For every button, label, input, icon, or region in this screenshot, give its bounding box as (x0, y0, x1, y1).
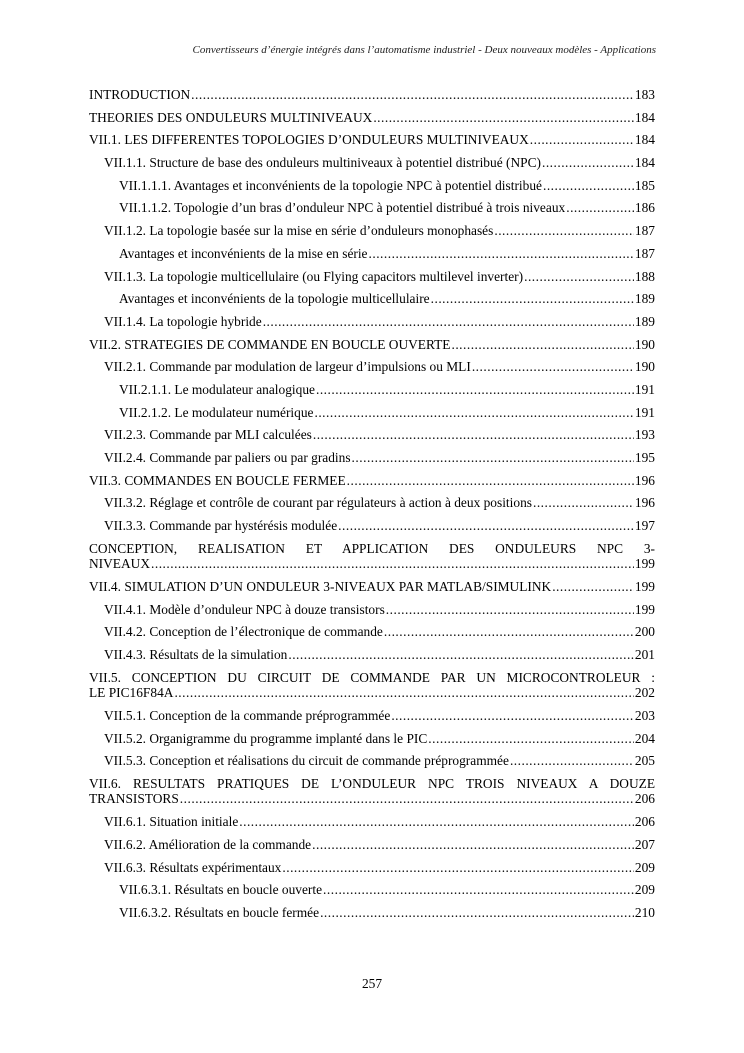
toc-entry-title-line2: TRANSISTORS (89, 791, 179, 807)
toc-entry[interactable] (89, 178, 655, 194)
dot-leader (263, 314, 634, 330)
toc-entry[interactable] (89, 87, 655, 103)
toc-entry-page: 207 (634, 836, 655, 852)
dot-leader (494, 223, 634, 239)
toc-entry[interactable] (89, 670, 655, 701)
dot-leader (180, 791, 634, 807)
toc-entry[interactable] (89, 905, 655, 921)
toc-entry-title-line1: VII.6. RESULTATS PRATIQUES DE L’ONDULEUR NPC TROIS NIVEAUX A DOUZE (89, 775, 655, 791)
toc-entry[interactable] (89, 602, 655, 618)
toc-entry-page: 183 (634, 87, 655, 102)
toc-entry-page: 187 (634, 223, 655, 239)
dot-leader (542, 155, 634, 171)
toc-entry-title: VII.6.3.2. Résultats en boucle fermée (119, 904, 320, 920)
dot-leader (552, 579, 634, 595)
toc-entry[interactable] (89, 814, 655, 830)
toc-entry-title: VII.6.3.1. Résultats en boucle ouverte (119, 882, 323, 898)
toc-entry-title: VII.2.1. Commande par modulation de largeur d’impulsions ou MLI (104, 359, 471, 375)
toc-entry[interactable] (89, 291, 655, 307)
toc-entry-page: 190 (634, 359, 655, 375)
dot-leader (347, 473, 634, 489)
dot-leader (313, 427, 634, 443)
toc-entry-title: VII.6.3. Résultats expérimentaux (104, 859, 282, 875)
toc-entry-title: VII.5.1. Conception de la commande préprogrammée (104, 707, 391, 723)
toc-entry[interactable] (89, 223, 655, 239)
toc-entry-title: VII.5.3. Conception et réalisations du circuit de commande préprogrammée (104, 753, 509, 769)
toc-entry-title: VII.2.1.1. Le modulateur analogique (119, 381, 315, 397)
toc-entry-title: Avantages et inconvénients de la topologie multicellulaire (119, 291, 430, 307)
toc-entry-page: 205 (634, 753, 655, 769)
toc-entry-page: 199 (634, 578, 655, 594)
toc-entry-page: 189 (634, 313, 655, 329)
toc-entry[interactable] (89, 473, 655, 489)
toc-entry-title: VII.1.1.2. Topologie d’un bras d’onduleur NPC à potentiel distribué à trois niveaux (119, 200, 566, 216)
toc-entry[interactable] (89, 359, 655, 375)
dot-leader (543, 178, 634, 194)
toc-entry-title: VII.5.2. Organigramme du programme implanté dans le PIC (104, 730, 428, 746)
toc-entry-title: VII.3.3. Commande par hystérésis modulée (104, 518, 338, 534)
toc-entry-title: VII.1.4. La topologie hybride (104, 313, 262, 329)
dot-leader (451, 337, 633, 353)
toc-entry-page: 187 (634, 245, 655, 261)
toc-entry-page: 209 (634, 859, 655, 875)
toc-entry-page: 193 (634, 427, 655, 443)
table-of-contents (89, 87, 655, 928)
dot-leader (320, 905, 634, 921)
toc-entry[interactable] (89, 647, 655, 663)
toc-entry-page: 186 (634, 200, 655, 216)
dot-leader (352, 450, 634, 466)
toc-entry-page: 204 (634, 730, 655, 746)
toc-entry[interactable] (89, 708, 655, 724)
toc-entry[interactable] (89, 776, 655, 807)
dot-leader (431, 291, 634, 307)
toc-entry-title: VII.1.2. La topologie basée sur la mise en série d’onduleurs monophasés (104, 223, 494, 239)
toc-entry-title: VII.3.2. Réglage et contrôle de courant par régulateurs à action à deux positions (104, 495, 532, 511)
dot-leader (338, 518, 634, 534)
toc-entry-page: 188 (634, 268, 655, 284)
dot-leader (524, 269, 634, 285)
toc-entry-page: 195 (634, 450, 655, 465)
toc-entry[interactable] (89, 731, 655, 747)
toc-entry-title: VII.6.1. Situation initiale (104, 814, 239, 830)
toc-entry-title: VII.2.4. Commande par paliers ou par gradins (104, 450, 351, 465)
dot-leader (239, 814, 634, 830)
dot-leader (530, 132, 634, 148)
toc-entry[interactable] (89, 579, 655, 595)
dot-leader (472, 359, 634, 375)
toc-entry-page: 196 (634, 472, 655, 488)
toc-entry-title: VII.6.2. Amélioration de la commande (104, 836, 312, 852)
toc-entry[interactable] (89, 246, 655, 262)
dot-leader (151, 556, 634, 572)
dot-leader (316, 382, 634, 398)
toc-entry-page: 185 (634, 177, 655, 193)
page-number: 257 (361, 976, 383, 991)
toc-entry-page: 199 (634, 556, 655, 572)
toc-entry-title: VII.2. STRATEGIES DE COMMANDE EN BOUCLE OUVERTE (89, 336, 451, 352)
toc-entry[interactable] (89, 155, 655, 171)
toc-entry-page: 201 (634, 647, 655, 662)
dot-leader (314, 405, 633, 421)
dot-leader (384, 624, 634, 640)
toc-entry-title: VII.2.1.2. Le modulateur numérique (119, 404, 314, 420)
toc-entry[interactable] (89, 200, 655, 216)
toc-entry-title-line2: LE PIC16F84A (89, 685, 174, 701)
toc-entry[interactable] (89, 624, 655, 640)
running-header: Convertisseurs d’énergie intégrés dans l’automatisme industriel - Deux nouveaux modèles - Applications (192, 44, 656, 56)
dot-leader (312, 837, 634, 853)
toc-entry-page: 191 (634, 381, 655, 397)
dot-leader (510, 753, 634, 769)
toc-entry-title: VII.4.1. Modèle d’onduleur NPC à douze transistors (104, 601, 385, 617)
toc-entry-title: VII.1.1.1. Avantages et inconvénients de la topologie NPC à potentiel distribué (119, 177, 542, 193)
toc-entry-page: 209 (634, 882, 655, 898)
toc-entry[interactable] (89, 450, 655, 466)
toc-entry[interactable] (89, 132, 655, 148)
toc-entry-page: 189 (634, 291, 655, 307)
toc-entry[interactable] (89, 753, 655, 769)
toc-entry-title: VII.1.3. La topologie multicellulaire (ou Flying capacitors multilevel inverter) (104, 268, 524, 284)
toc-entry-page: 200 (634, 624, 655, 640)
toc-entry[interactable] (89, 382, 655, 398)
toc-entry-title-line2: NIVEAUX (89, 556, 150, 572)
toc-entry-page: 190 (634, 336, 655, 352)
toc-entry[interactable] (89, 337, 655, 353)
toc-entry-page: 196 (634, 495, 655, 511)
toc-entry-page: 191 (634, 404, 655, 420)
toc-entry[interactable] (89, 269, 655, 285)
toc-entry[interactable] (89, 518, 655, 534)
toc-entry-title: Avantages et inconvénients de la mise en série (119, 245, 368, 261)
toc-entry-title: VII.1.1. Structure de base des onduleurs multiniveaux à potentiel distribué (NPC) (104, 155, 541, 171)
toc-entry-page: 199 (634, 601, 655, 617)
toc-entry[interactable] (89, 541, 655, 572)
dot-leader (386, 602, 634, 618)
toc-entry-page: 210 (634, 904, 655, 920)
toc-entry-page: 184 (634, 155, 655, 171)
toc-entry-title: THEORIES DES ONDULEURS MULTINIVEAUX (89, 109, 373, 125)
dot-leader (174, 685, 633, 701)
toc-entry[interactable] (89, 860, 655, 876)
toc-entry-page: 197 (634, 518, 655, 534)
toc-entry-page: 184 (634, 132, 655, 148)
dot-leader (373, 110, 634, 126)
toc-entry-title-line1: VII.5. CONCEPTION DU CIRCUIT DE COMMANDE PAR UN MICROCONTROLEUR : (89, 669, 655, 685)
toc-entry-title: VII.1. LES DIFFERENTES TOPOLOGIES D’ONDULEURS MULTINIVEAUX (89, 132, 529, 148)
toc-entry[interactable] (89, 495, 655, 511)
toc-entry-page: 206 (634, 791, 655, 807)
dot-leader (369, 246, 634, 262)
dot-leader (323, 882, 634, 898)
toc-entry[interactable] (89, 837, 655, 853)
dot-leader (566, 200, 634, 216)
toc-entry[interactable] (89, 427, 655, 443)
toc-entry-page: 203 (634, 707, 655, 723)
toc-entry-title: VII.4. SIMULATION D’UN ONDULEUR 3-NIVEAUX PAR MATLAB/SIMULINK (89, 578, 552, 594)
toc-entry[interactable] (89, 110, 655, 126)
toc-entry-title: VII.3. COMMANDES EN BOUCLE FERMEE (89, 472, 346, 488)
toc-entry-title: VII.4.3. Résultats de la simulation (104, 647, 288, 662)
toc-entry[interactable] (89, 314, 655, 330)
toc-entry-title-line1: CONCEPTION, REALISATION ET APPLICATION DES ONDULEURS NPC 3- (89, 540, 655, 556)
dot-leader (533, 495, 634, 511)
toc-entry-page: 184 (634, 109, 655, 125)
toc-entry-page: 202 (634, 685, 655, 701)
toc-entry-title: VII.2.3. Commande par MLI calculées (104, 427, 312, 443)
dot-leader (282, 860, 634, 876)
dot-leader (191, 87, 634, 103)
toc-entry[interactable] (89, 882, 655, 898)
toc-entry-page: 206 (634, 814, 655, 830)
toc-entry-title: INTRODUCTION (89, 87, 191, 102)
dot-leader (391, 708, 634, 724)
dot-leader (288, 647, 634, 663)
dot-leader (428, 731, 634, 747)
toc-entry-title: VII.4.2. Conception de l’électronique de commande (104, 624, 383, 640)
toc-entry[interactable] (89, 405, 655, 421)
